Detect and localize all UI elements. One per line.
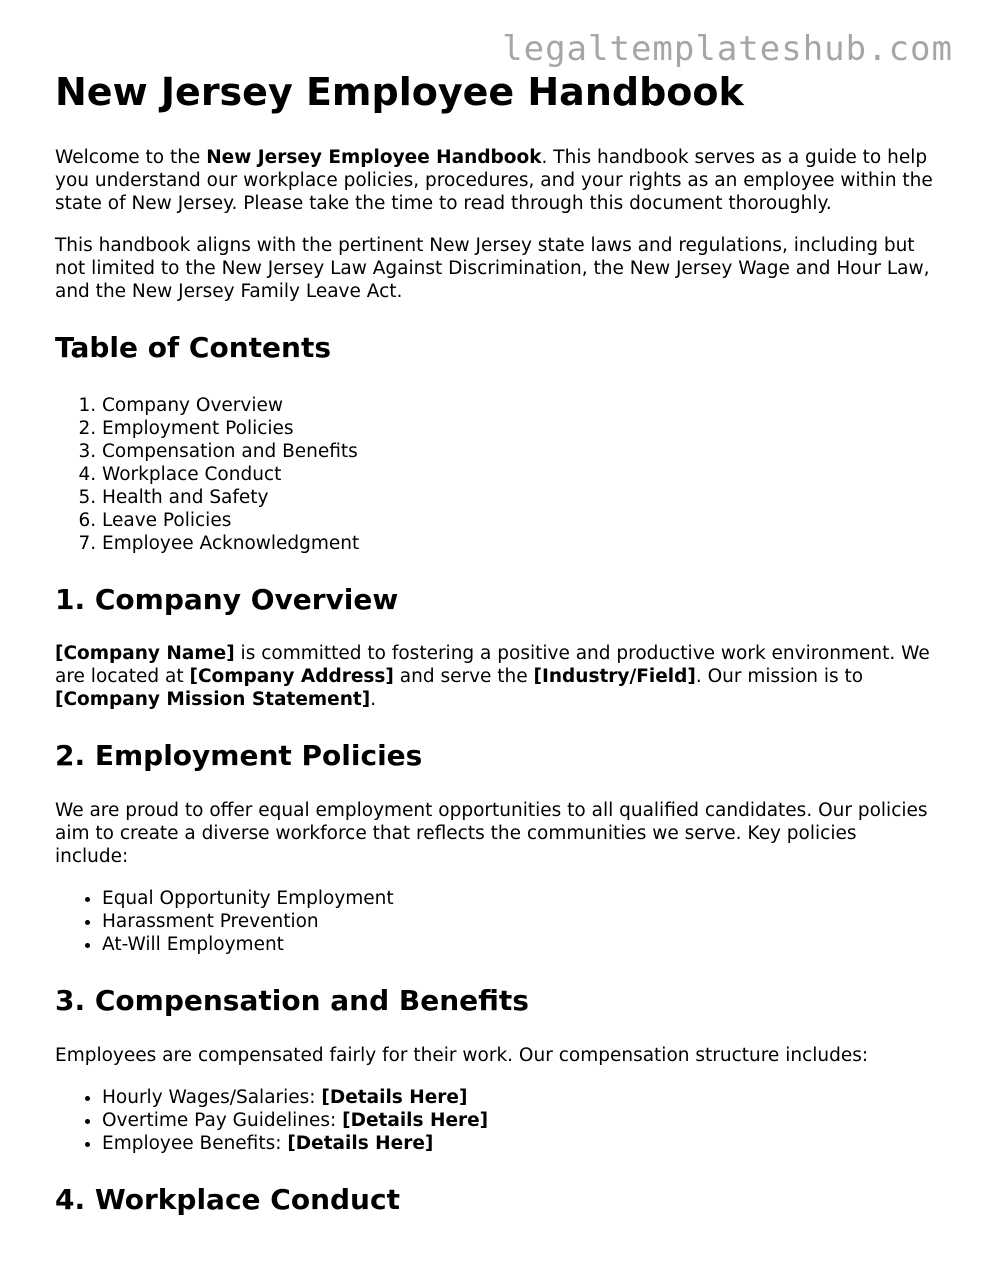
details-placeholder: [Details Here]	[287, 1132, 434, 1154]
list-item	[102, 1109, 935, 1132]
company-name-placeholder: [Company Name]	[55, 643, 235, 665]
mission-placeholder: [Company Mission Statement]	[55, 689, 371, 711]
toc-list	[55, 394, 935, 555]
overview-text: and serve the	[393, 666, 534, 688]
toc-item: 4. Workplace Conduct	[102, 463, 935, 486]
section-heading-employment-policies: 2. Employment Policies	[55, 739, 423, 773]
list-item	[102, 1086, 935, 1109]
document-body	[55, 72, 935, 1243]
toc-item: 7. Employee Acknowledgment	[102, 532, 935, 555]
company-address-placeholder: [Company Address]	[189, 666, 394, 688]
toc-item: 3. Compensation and Benefits	[102, 440, 935, 463]
intro-paragraph-1	[55, 146, 935, 215]
page-title: New Jersey Employee Handbook	[55, 70, 744, 114]
company-overview-paragraph	[55, 642, 935, 711]
list-item: • At-Will Employment	[102, 933, 935, 956]
toc-item: 5. Health and Safety	[102, 486, 935, 509]
section-heading-company-overview: 1. Company Overview	[55, 582, 399, 616]
intro-handbook-name: New Jersey Employee Handbook	[206, 146, 542, 168]
intro-text: Welcome to the	[55, 146, 207, 168]
toc-item: 2. Employment Policies	[102, 417, 935, 440]
toc-item: 6. Leave Policies	[102, 509, 935, 532]
industry-placeholder: [Industry/Field]	[533, 666, 696, 688]
employment-policies-paragraph: We are proud to offer equal employment opportunities to all qualified candidates. Our policies aim to create a diverse workforce that reflects the communities we serve. Key policies include:	[55, 800, 928, 868]
list-item: • Equal Opportunity Employment	[102, 887, 935, 910]
compensation-paragraph: Employees are compensated fairly for their work. Our compensation structure includes:	[55, 1044, 869, 1066]
details-placeholder: [Details Here]	[321, 1086, 468, 1108]
list-item: • Harassment Prevention	[102, 910, 935, 933]
compensation-list	[55, 1086, 935, 1155]
section-heading-workplace-conduct: 4. Workplace Conduct	[55, 1182, 400, 1216]
intro-text: . This handbook serves as a guide to help you understand our workplace policies, procedures, and your rights as an employee within the state of New Jersey. Please take the time to read through this document thoroughly.	[55, 146, 933, 214]
toc-heading: Table of Contents	[55, 330, 332, 364]
intro-paragraph-2: This handbook aligns with the pertinent New Jersey state laws and regulations, including but not limited to the New Jersey Law Against Discrimination, the New Jersey Wage and Hour Law, and the New Jersey Family Leave Act.	[55, 234, 930, 302]
overview-text: .	[370, 689, 377, 711]
overview-text: is committed to fostering a positive and productive work environment. We are located at	[55, 643, 930, 688]
item-label: Overtime Pay Guidelines:	[102, 1109, 343, 1131]
section-heading-compensation-benefits: 3. Compensation and Benefits	[55, 984, 529, 1018]
item-label: Hourly Wages/Salaries:	[102, 1086, 322, 1108]
toc-item: 1. Company Overview	[102, 394, 935, 417]
details-placeholder: [Details Here]	[342, 1109, 489, 1131]
employment-policies-list	[55, 887, 935, 956]
watermark: legaltemplateshub.com	[502, 29, 953, 69]
overview-text: . Our mission is to	[695, 666, 864, 688]
item-label: Employee Benefits:	[102, 1132, 288, 1154]
list-item	[102, 1132, 935, 1155]
